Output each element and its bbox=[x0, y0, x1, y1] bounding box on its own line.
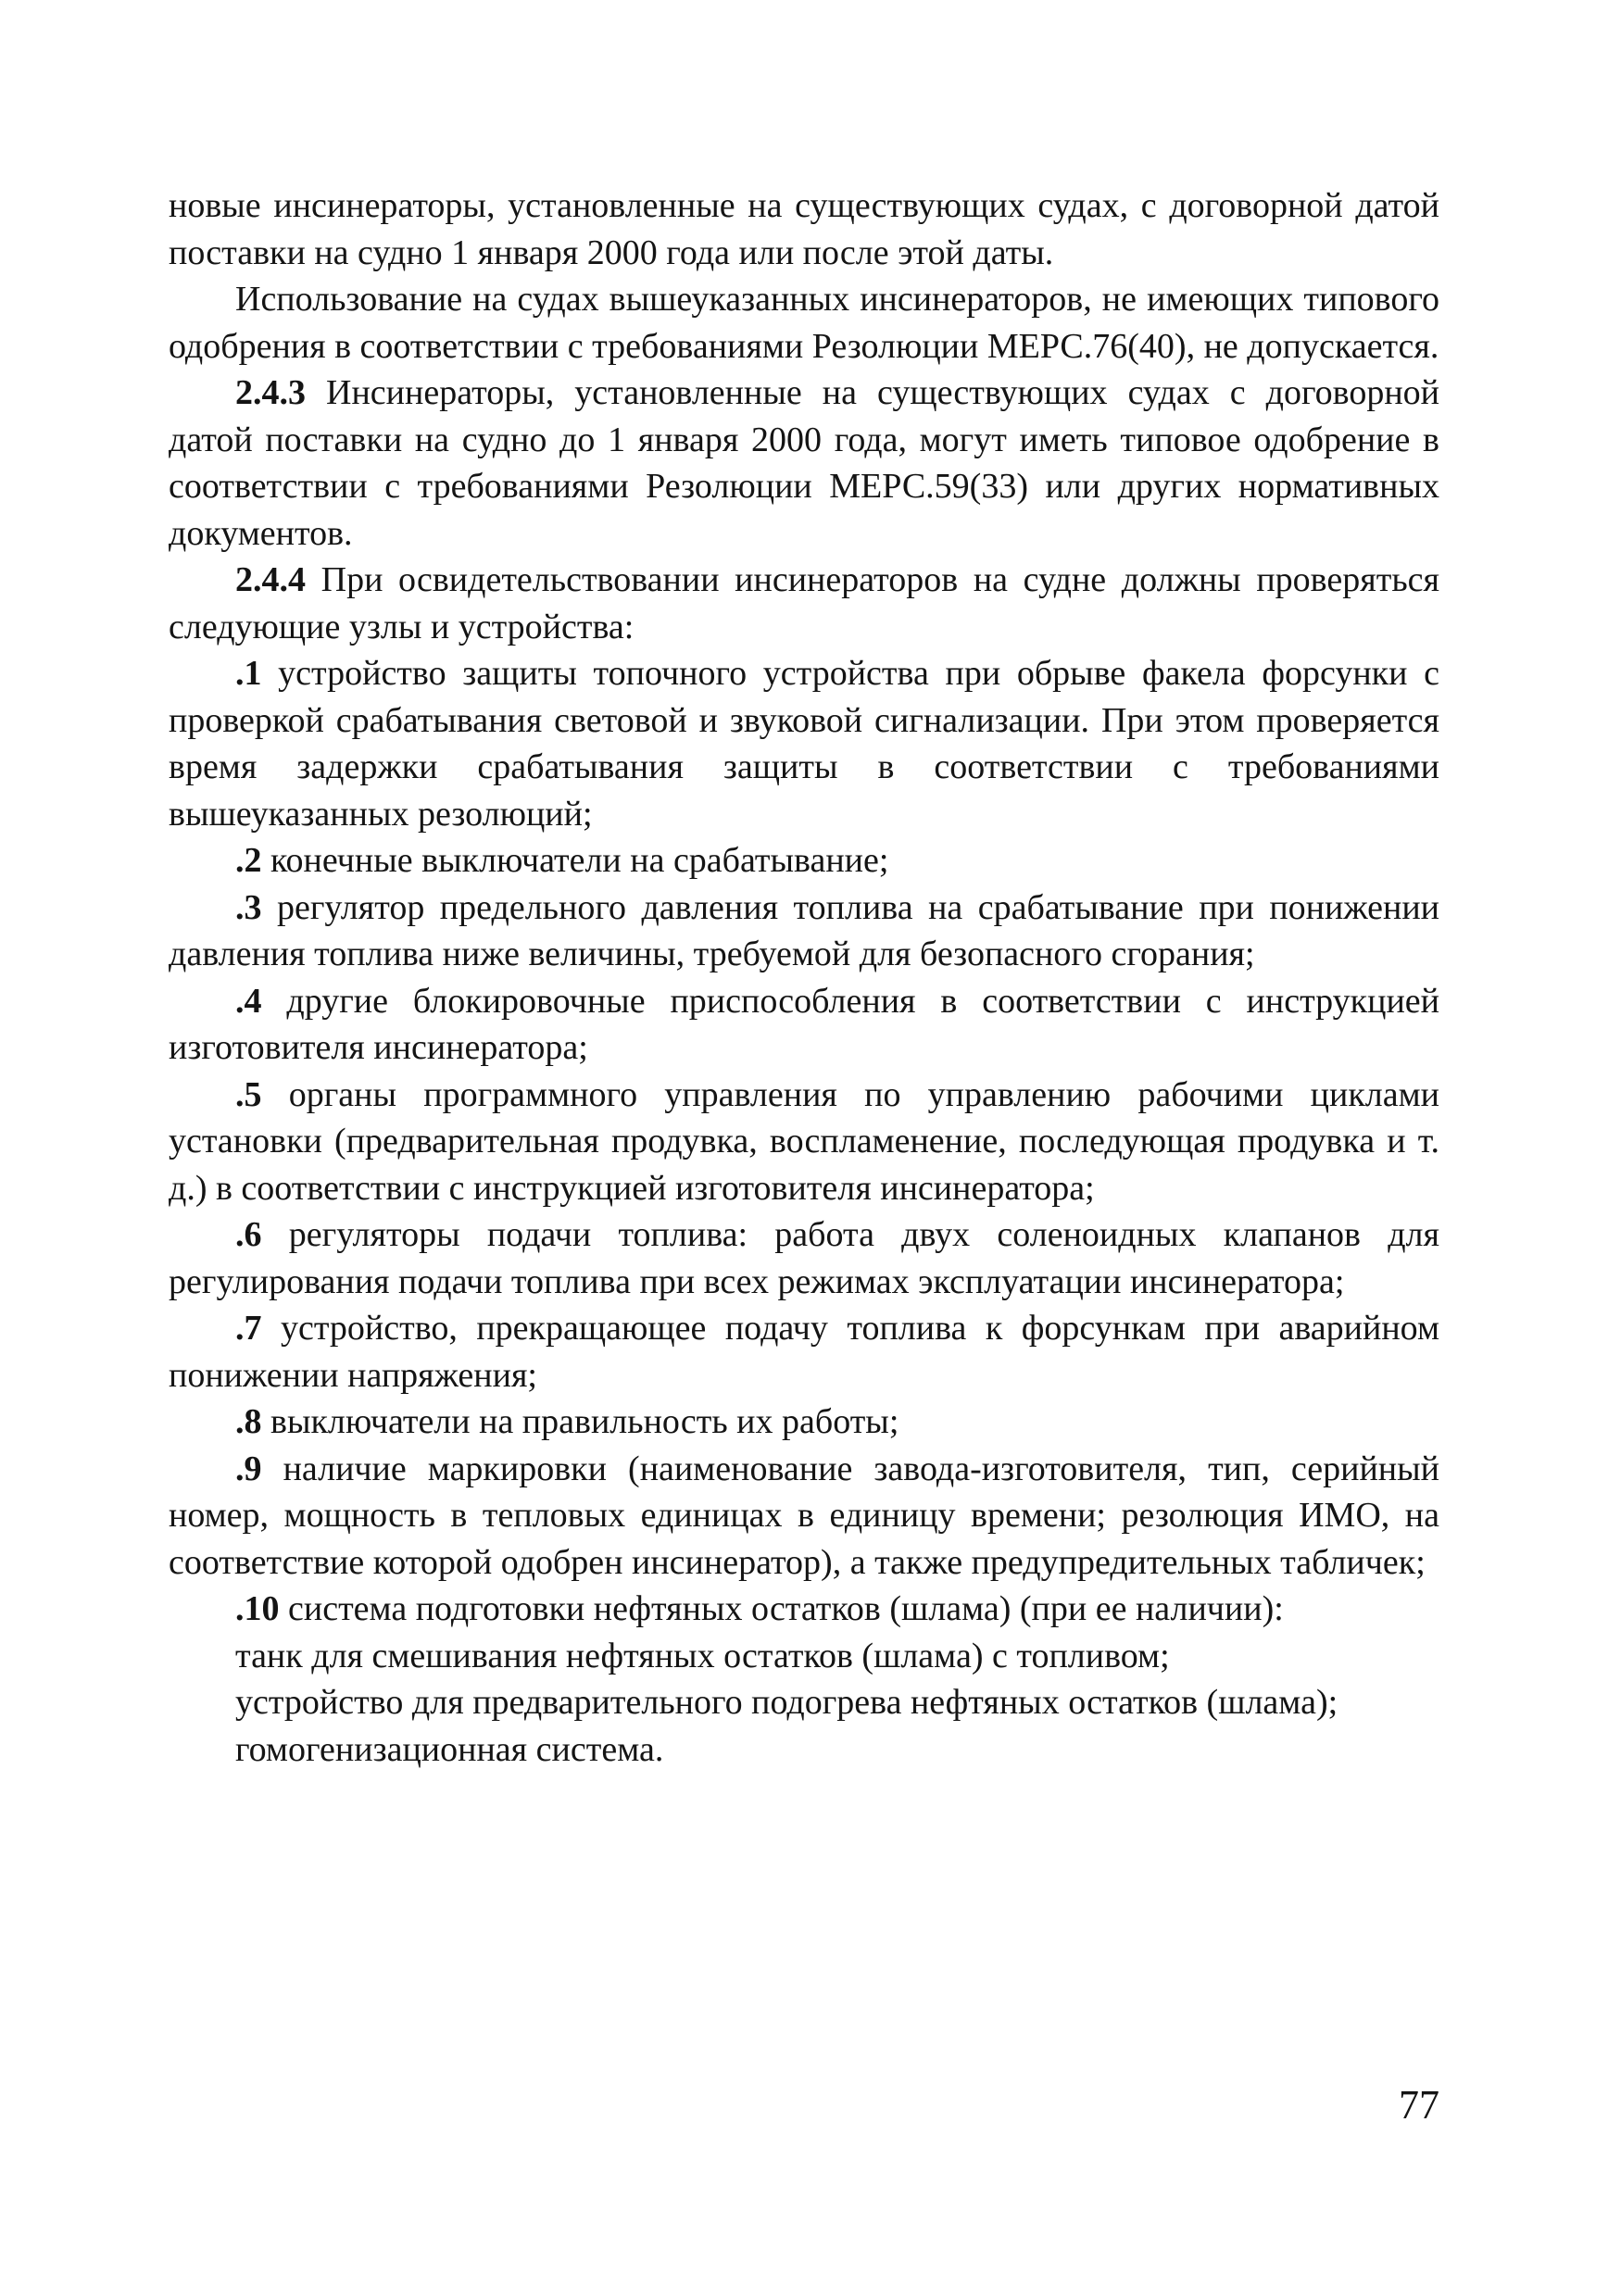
item-text: органы программного управления по управлению рабочими циклами установки (предварительная продувка, воспламенение, последующая продувка и т. д.) в соответствии с инструкцией изготовителя инсинератора; bbox=[169, 1074, 1439, 1208]
item-number: .3 bbox=[235, 887, 262, 927]
list-item-1 bbox=[169, 650, 1439, 837]
item-text: другие блокировочные приспособления в соответствии с инструкцией изготовителя инсинератора; bbox=[169, 981, 1439, 1067]
list-item-10 bbox=[169, 1586, 1439, 1633]
item-number: .5 bbox=[235, 1074, 262, 1114]
list-item-8 bbox=[169, 1399, 1439, 1446]
paragraph-text: новые инсинераторы, установленные на существующих судах, с договорной датой поставки на судно 1 января 2000 года или после этой даты. bbox=[169, 186, 1439, 272]
paragraph-number: 2.4.3 bbox=[235, 373, 306, 412]
page-number: 77 bbox=[1399, 2082, 1439, 2127]
subitem-mixing-tank: танк для смешивания нефтяных остатков (шлама) с топливом; bbox=[235, 1636, 1170, 1675]
paragraph-continuation bbox=[169, 182, 1439, 276]
item-number: .10 bbox=[235, 1589, 280, 1628]
body-text bbox=[169, 182, 1439, 1773]
paragraph-mepc76 bbox=[169, 276, 1439, 370]
item-number: .8 bbox=[235, 1402, 262, 1441]
paragraph-2-4-3 bbox=[169, 370, 1439, 557]
item-number: .4 bbox=[235, 981, 262, 1021]
list-item-3 bbox=[169, 885, 1439, 978]
item-text: регулятор предельного давления топлива на срабатывание при понижении давления топлива ниже величины, требуемой для безопасного сгорания; bbox=[169, 887, 1439, 973]
item-text: устройство защиты топочного устройства при обрыве факела форсунки с проверкой срабатывания световой и звуковой сигнализации. При этом проверяется время задержки срабатывания защиты в соответствии с требованиями вышеуказанных резолюций; bbox=[169, 654, 1439, 834]
item-number: .1 bbox=[235, 654, 262, 693]
list-item-9 bbox=[169, 1446, 1439, 1587]
item-text: наличие маркировки (наименование завода-изготовителя, тип, серийный номер, мощность в тепловых единицах в единицу времени; резолюция ИМО, на соответствие которой одобрен инсинератор), а также предупредительных табличек; bbox=[169, 1449, 1439, 1582]
item-number: .9 bbox=[235, 1449, 262, 1488]
item-text: система подготовки нефтяных остатков (шлама) (при ее наличии): bbox=[279, 1589, 1284, 1628]
list-item-5 bbox=[169, 1072, 1439, 1212]
item-number: .2 bbox=[235, 841, 262, 880]
paragraph-text: Использование на судах вышеуказанных инсинераторов, не имеющих типового одобрения в соответствии с требованиями Резолюции МЕРС.76(40), не допускается. bbox=[169, 280, 1439, 366]
subitem-preheater: устройство для предварительного подогрева нефтяных остатков (шлама); bbox=[235, 1683, 1338, 1722]
paragraph-text: При освидетельствовании инсинераторов на судне должны проверяться следующие узлы и устройства: bbox=[169, 560, 1439, 646]
paragraph-number: 2.4.4 bbox=[235, 560, 306, 599]
subitem-homogenizer: гомогенизационная система. bbox=[235, 1729, 664, 1769]
list-item-4 bbox=[169, 978, 1439, 1072]
list-item-7 bbox=[169, 1305, 1439, 1399]
item-number: .6 bbox=[235, 1215, 262, 1254]
item-text: конечные выключатели на срабатывание; bbox=[261, 841, 889, 880]
list-item-2 bbox=[169, 837, 1439, 885]
paragraph-2-4-4 bbox=[169, 557, 1439, 650]
item-text: регуляторы подачи топлива: работа двух соленоидных клапанов для регулирования подачи топлива при всех режимах эксплуатации инсинератора; bbox=[169, 1215, 1439, 1301]
item-text: устройство, прекращающее подачу топлива к форсункам при аварийном понижении напряжения; bbox=[169, 1309, 1439, 1395]
list-item-6 bbox=[169, 1211, 1439, 1305]
paragraph-text: Инсинераторы, установленные на существующих судах с договорной датой поставки на судно до 1 января 2000 года, могут иметь типовое одобрение в соответствии с требованиями Резолюции МЕРС.59(33) или других нормативных документов. bbox=[169, 373, 1439, 553]
item-text: выключатели на правильность их работы; bbox=[261, 1402, 899, 1441]
item-number: .7 bbox=[235, 1309, 262, 1348]
